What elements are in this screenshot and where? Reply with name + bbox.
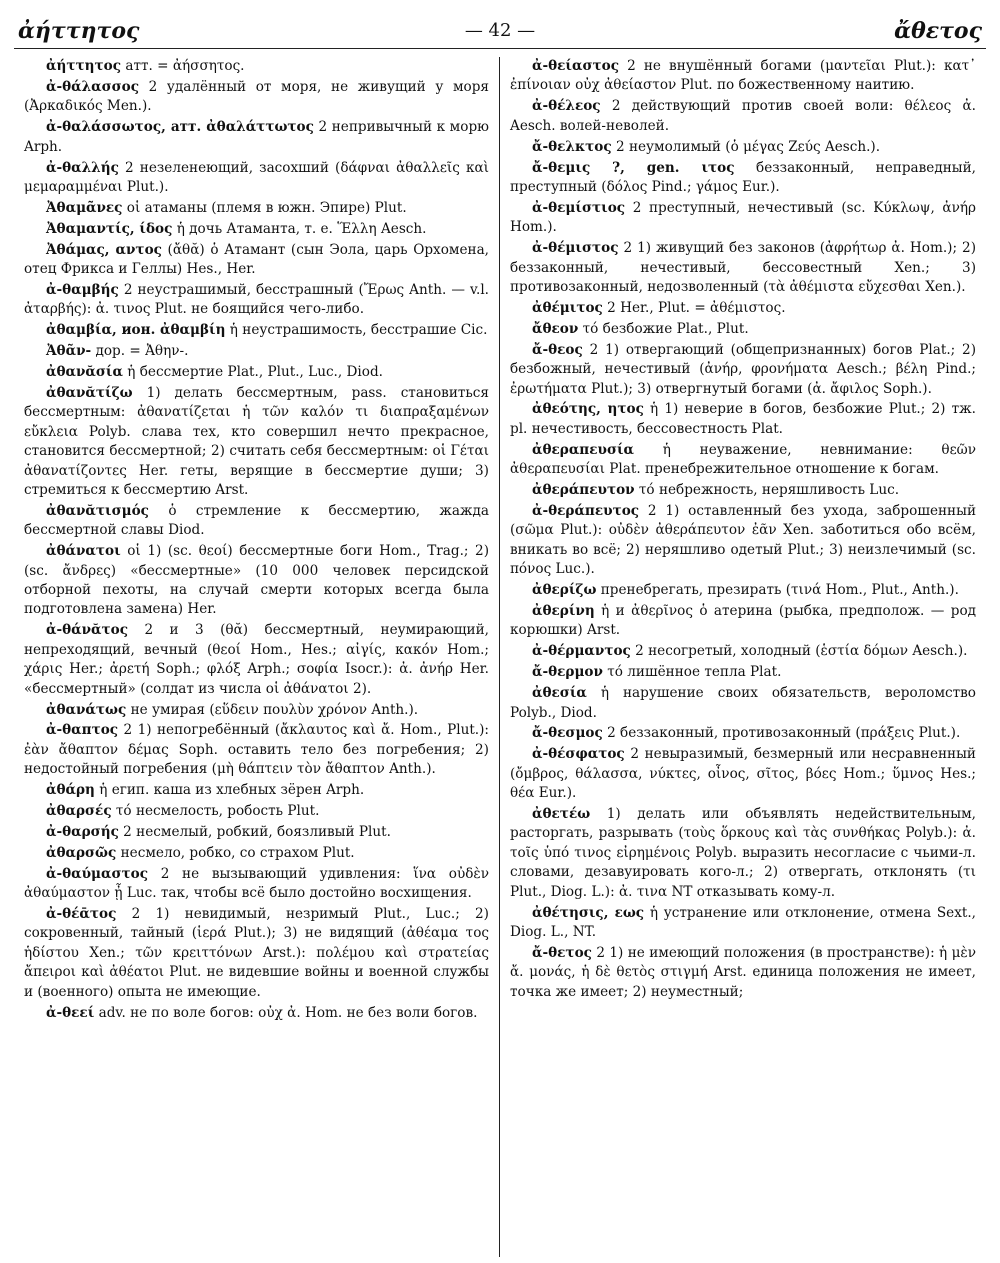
- entry-headword: ἀθερίζω: [532, 582, 597, 599]
- entry-definition: несмело, робко, со страхом Plut.: [116, 844, 355, 861]
- dictionary-entry: [24, 621, 489, 699]
- entry-definition: 1) делать или объявлять недействительным, расторгать, разрывать (τοὺς ὅρκους καὶ τὰς συνθήκας Polyb.): ἀ. τοῖς ὑπό τινος εἰρημένοις Polyb. выразить несогласие с чьими-л. словами, дезавуировать кого-л.; 2) отвергать, отклонять (τι Plut., Diog. L.): ἀ. τινα NT отказывать кому-л.: [510, 806, 976, 900]
- entry-definition: ἡ и ἀθερῖνος ὁ атерина (рыбка, предполож. — род корюшки) Arst.: [510, 602, 976, 639]
- entry-headword: ἀθέμιτος: [532, 299, 603, 316]
- entry-headword: ἀ-θείαστος: [532, 58, 619, 74]
- entry-headword: ἀθεράπευτον: [532, 482, 635, 499]
- dictionary-entry: [510, 502, 976, 580]
- dictionary-entry: [24, 844, 489, 863]
- entry-headword: ἄ-θεσμος: [532, 725, 603, 742]
- entry-headword: ἀ-θέμιστος: [532, 240, 619, 257]
- entry-definition: ὁ стремление к бессмертию, жажда бессмертной славы Diod.: [24, 502, 489, 539]
- entry-definition: 2 несмелый, робкий, боязливый Plut.: [118, 823, 391, 840]
- entry-definition: ἡ нарушение своих обязательств, вероломство Polyb., Diod.: [510, 685, 976, 721]
- entry-headword: Ἀθᾶν-: [46, 343, 92, 360]
- entry-definition: дор. = Ἀθην-.: [91, 343, 189, 360]
- dictionary-entry: [24, 159, 489, 198]
- entry-definition: 2 непривычный к морю Arph.: [24, 119, 489, 155]
- dictionary-entry: [24, 281, 489, 320]
- dictionary-entry: [510, 684, 976, 723]
- page-number: — 42 —: [464, 20, 536, 41]
- entry-headword: ἀ-θέρμαντος: [532, 643, 631, 660]
- dictionary-entry: [24, 721, 489, 779]
- entry-headword: ἀθερίνη: [532, 602, 595, 619]
- entry-definition: 2 не внушённый богами (μαντεῖαι Plut.): κατ᾽ ἐπίνοιαν οὐχ ἀθείαστον Plut. по божественному наитию.: [510, 58, 976, 94]
- entry-headword: ἄ-θετος: [532, 944, 592, 961]
- dictionary-entry: [510, 944, 976, 1002]
- entry-headword: ἀθάρη: [46, 782, 95, 799]
- entry-definition: пренебрегать, презирать (τινά Hom., Plut., Anth.).: [596, 582, 959, 599]
- entry-definition: οἱ атаманы (племя в южн. Эпире) Plut.: [122, 199, 407, 216]
- entry-definition: ἡ дочь Атаманта, т. е. Ἕλλη Aesch.: [172, 220, 427, 237]
- entry-headword: ἀθαρσές: [46, 803, 112, 820]
- entry-definition: ἡ егип. каша из хлебных зёрен Arph.: [94, 782, 365, 799]
- dictionary-entry: [24, 823, 489, 842]
- entry-definition: adv. не по воле богов: οὐχ ἀ. Hom. не без воли богов.: [94, 1004, 478, 1021]
- entry-headword: Ἀθάμας, αντος: [46, 241, 162, 258]
- entry-definition: ἡ 1) неверие в богов, безбожие Plut.; 2) тж. pl. нечестивость, бессовестность Plat.: [510, 401, 976, 437]
- entry-definition: 2 и 3 (θᾰ) бессмертный, неумирающий, непреходящий, вечный (θεοί Hom., Hes.; αἰγίς, κακόν Hom.; χάρις Her.; ἀρετή Soph.; φλόξ Arph.; σοφία Isocr.): ἀ. ἀνήρ Her. «бессмертный» (солдат из числа οἱ ἀθάνατοι 2).: [24, 622, 489, 697]
- dictionary-entry: [510, 97, 976, 136]
- entry-headword: ἀ-θαλλής: [46, 159, 119, 176]
- dictionary-entry: [510, 138, 976, 157]
- entry-definition: τό лишённое тепла Plat.: [602, 664, 782, 681]
- entry-definition: (ἄθᾰ) ὁ Атамант (сын Эола, царь Орхомена, отец Фрикса и Геллы) Hes., Her.: [24, 241, 489, 278]
- entry-headword: ἀ-θαμβής: [46, 281, 119, 298]
- entry-headword: Ἀθαμαντίς, ίδος: [46, 220, 173, 237]
- entry-definition: 2 1) отвергающий (общепризнанных) богов Plat.; 2) безбожный, нечестивый (ἀνήρ, φρονήματα Aesch.; βέλη Pind.; ἐρωτήματα Plut.); 3) отвергнутый богами (ἀ. ἄφιλος Soph.).: [510, 341, 976, 397]
- dictionary-entry: [510, 805, 976, 902]
- entry-definition: 2 преступный, нечестивый (sc. Κύκλωψ, ἀνήρ Hom.).: [510, 199, 976, 236]
- entry-definition: 2 невыразимый, безмерный или несравненный (ὄμβρος, θάλασσα, νύκτες, οἶνος, σῖτος, βόες Hom.; ὕμνος Hes.; θέα Eur.).: [510, 746, 976, 802]
- entry-definition: атт. = ἀήσσητος.: [121, 58, 245, 74]
- dictionary-entry: [24, 542, 489, 620]
- entry-definition: ἡ устранение или отклонение, отмена Sext., Diog. L., NT.: [510, 904, 976, 940]
- entry-headword: ἀ-θάνᾰτος: [46, 622, 129, 639]
- entry-definition: 2 Her., Plut. = ἀθέμιστος.: [602, 299, 786, 316]
- right-column: [500, 57, 986, 1257]
- dictionary-entry: [510, 159, 976, 198]
- dictionary-entry: [510, 57, 976, 96]
- entry-definition: 2 1) не имеющий положения (в пространстве): ἡ μὲν ἄ. μονάς, ἡ δὲ θετὸς στιγμή Arst. единица положения не имеет, точка же имеет; 2) неуместный;: [510, 944, 976, 1000]
- dictionary-entry: [24, 701, 489, 720]
- entry-headword: ἀθέτησις, εως: [532, 904, 645, 921]
- dictionary-entry: [24, 1004, 489, 1023]
- entry-definition: 2 1) невидимый, незримый Plut., Luc.; 2) сокровенный, тайный (ἱερά Plut.); 3) не видящий (ἀθέαμα τος ἡδίστου Xen.; τῶν κρειττόνων Arst.): πολέμου καὶ στρατείας ἄπειροι καὶ ἀθέατοι Plut. не видевшие войны и военной службы и (военного) опыта не имеющие.: [24, 906, 489, 1000]
- entry-definition: 2 удалённый от моря, не живущий у моря (Ἀρκαδικός Men.).: [24, 78, 489, 115]
- entry-headword: ἄ-θεμις ?, gen. ιτος: [532, 159, 735, 176]
- dictionary-entry: [24, 220, 489, 239]
- dictionary-entry: [24, 781, 489, 800]
- entry-definition: 2 несогретый, холодный (ἑστία δόμων Aesch.).: [630, 643, 968, 660]
- entry-definition: 2 1) оставленный без ухода, заброшенный (σῶμα Plut.): οὐδὲν ἀθεράπευτον ἐᾶν Xen. заботиться обо всём, вникать во всё; 2) неряшливо одетый Plut.; 3) неизлечимый (sc. πόνος Luc.).: [510, 502, 976, 578]
- dictionary-entry: [24, 57, 489, 76]
- left-column: [14, 57, 500, 1257]
- entry-headword: ἀθαρσῶς: [46, 844, 117, 861]
- entry-headword: ἀθανᾰτίζω: [46, 385, 133, 401]
- dictionary-entry: [510, 663, 976, 682]
- entry-headword: ἀ-θέσφατος: [532, 746, 625, 763]
- entry-definition: 2 неумолимый (ὁ μέγας Ζεύς Aesch.).: [611, 138, 881, 155]
- page-header: [14, 14, 986, 49]
- dictionary-entry: [24, 384, 489, 500]
- entry-definition: 2 незеленеющий, засохший (δάφναι ἀθαλλεῖς καὶ μεμαραμμέναι Plut.).: [24, 159, 489, 195]
- dictionary-entry: [24, 241, 489, 280]
- dictionary-entry: [510, 441, 976, 480]
- entry-headword: ἀ-θέᾱτος: [46, 906, 117, 923]
- dictionary-entry: [510, 400, 976, 439]
- dictionary-entry: [510, 602, 976, 641]
- dictionary-entry: [24, 321, 489, 340]
- dictionary-entry: [24, 502, 489, 541]
- entry-headword: ἄ-θελκτος: [532, 138, 612, 155]
- dictionary-entry: [510, 745, 976, 803]
- entry-headword: ἀήττητος: [46, 58, 122, 74]
- entry-definition: οἱ 1) (sc. θεοί) бессмертные боги Hom., Trag.; 2) (sc. ἄνδρες) «бессмертные» (10 000 человек персидской отборной пехоты, на случай смерти которых всегда была подготовлена замена) Her.: [24, 543, 489, 618]
- dictionary-entry: [510, 341, 976, 399]
- dictionary-entry: [24, 199, 489, 218]
- entry-definition: ἡ неустрашимость, бесстрашие Cic.: [225, 322, 488, 339]
- dictionary-entry: [24, 802, 489, 821]
- entry-definition: ἡ неуважение, невнимание: θεῶν ἀθεραπευσίαι Plat. пренебрежительное отношение к богам.: [510, 441, 976, 478]
- entry-definition: 2 беззаконный, противозаконный (πράξεις Plut.).: [602, 725, 961, 742]
- entry-headword: ἀθεραπευσία: [532, 441, 634, 458]
- entry-headword: ἀ-θεμίστιος: [532, 199, 626, 216]
- dictionary-entry: [510, 199, 976, 238]
- entry-definition: ἡ бессмертие Plat., Plut., Luc., Diod.: [122, 364, 383, 381]
- entry-headword: ἀθετέω: [532, 806, 591, 823]
- entry-headword: ἀ-θαπτος: [46, 722, 119, 739]
- entry-headword: ἄθεον: [532, 320, 579, 337]
- entry-definition: 2 неустрашимый, бесстрашный (Ἔρως Anth. — v.l. ἀταρβής): ἀ. τινος Plut. не боящийся чего-либо.: [24, 281, 489, 318]
- entry-headword: ἀ-θεράπευτος: [532, 502, 640, 519]
- dictionary-entry: [510, 581, 976, 600]
- dictionary-entry: [24, 905, 489, 1002]
- entry-definition: 2 действующий против своей воли: θέλεος ἀ. Aesch. волей-неволей.: [510, 98, 976, 134]
- dictionary-entry: [510, 904, 976, 943]
- running-headword-right: ἄθετος: [894, 18, 982, 44]
- dictionary-entry: [24, 865, 489, 904]
- dictionary-entry: [24, 363, 489, 382]
- entry-headword: ἀθεότης, ητος: [532, 401, 644, 418]
- entry-definition: не умирая (εὕδειν πουλὺν χρόνον Anth.).: [126, 701, 419, 718]
- entry-definition: 2 1) непогребённый (ἄκλαυτος καὶ ἄ. Hom., Plut.): ἐὰν ἄθαπτον δέμας Soph. оставить тело без погребения; 2) недостойный погребения (μὴ θάπτειν τὸν ἄθαπτον Anth.).: [24, 722, 489, 778]
- entry-headword: Ἀθαμᾶνες: [46, 199, 123, 216]
- dictionary-entry: [24, 78, 489, 117]
- entry-headword: ἄ-θεος: [532, 341, 583, 358]
- entry-headword: ἀ-θάλασσος: [46, 78, 140, 95]
- entry-headword: ἀθανᾰσία: [46, 364, 123, 381]
- dictionary-entry: [510, 481, 976, 500]
- entry-headword: ἀθανάτως: [46, 701, 127, 718]
- entry-definition: 2 не вызывающий удивления: ἵνα οὐδὲν ἀθαύμαστον ᾖ Luc. так, чтобы всё было достойно восхищения.: [24, 865, 489, 902]
- entry-definition: τό безбожие Plat., Plut.: [578, 320, 749, 337]
- dictionary-entry: [510, 724, 976, 743]
- entry-headword: ἀ-θαλάσσωτος, атт. ἀθαλάττωτος: [46, 119, 314, 136]
- dictionary-entry: [24, 118, 489, 157]
- entry-definition: τό несмелость, робость Plut.: [111, 803, 320, 820]
- entry-headword: ἀθαμβία, ион. ἀθαμβίη: [46, 322, 226, 339]
- entry-headword: ἀθεσία: [532, 685, 587, 702]
- entry-definition: 2 1) живущий без законов (ἀφρήτωρ ἀ. Hom.); 2) беззаконный, нечестивый, бессовестный Xen.; 3) противозаконный, недозволенный (τὰ ἀθέμιστα εὔχεσθαι Xen.).: [510, 240, 976, 295]
- entry-definition: беззаконный, неправедный, преступный (δόλος Pind.; γάμος Eur.).: [510, 159, 976, 195]
- entry-headword: ἀ-θεεί: [46, 1004, 95, 1021]
- dictionary-entry: [510, 239, 976, 297]
- entry-headword: ἀ-θαρσής: [46, 823, 119, 840]
- dictionary-entry: [510, 642, 976, 661]
- entry-headword: ἀ-θέλεος: [532, 98, 601, 115]
- entry-definition: 1) делать бессмертным, pass. становиться бессмертным: ἀθανατίζεται ἡ τῶν καλόν τι διαπραξαμένων εὔκλεια Polyb. слава тех, кто совершил нечто прекрасное, становится бессмертной; 2) считать себя бессмертным: οἱ Γέται ἀθανατίζοντες Her. геты, верящие в бессмертие души; 3) стремиться к бессмертию Arst.: [24, 385, 489, 499]
- entry-definition: τό небрежность, неряшливость Luc.: [634, 482, 900, 499]
- dictionary-entry: [510, 299, 976, 318]
- columns: [14, 57, 986, 1257]
- dictionary-entry: [510, 320, 976, 339]
- entry-headword: ἀθανᾰτισμός: [46, 502, 149, 519]
- entry-headword: ἀ-θαύμαστος: [46, 865, 148, 882]
- running-headword-left: ἀήττητος: [18, 18, 140, 44]
- entry-headword: ἄ-θερμον: [532, 664, 603, 681]
- entry-headword: ἀθάνατοι: [46, 543, 121, 560]
- dictionary-entry: [24, 342, 489, 361]
